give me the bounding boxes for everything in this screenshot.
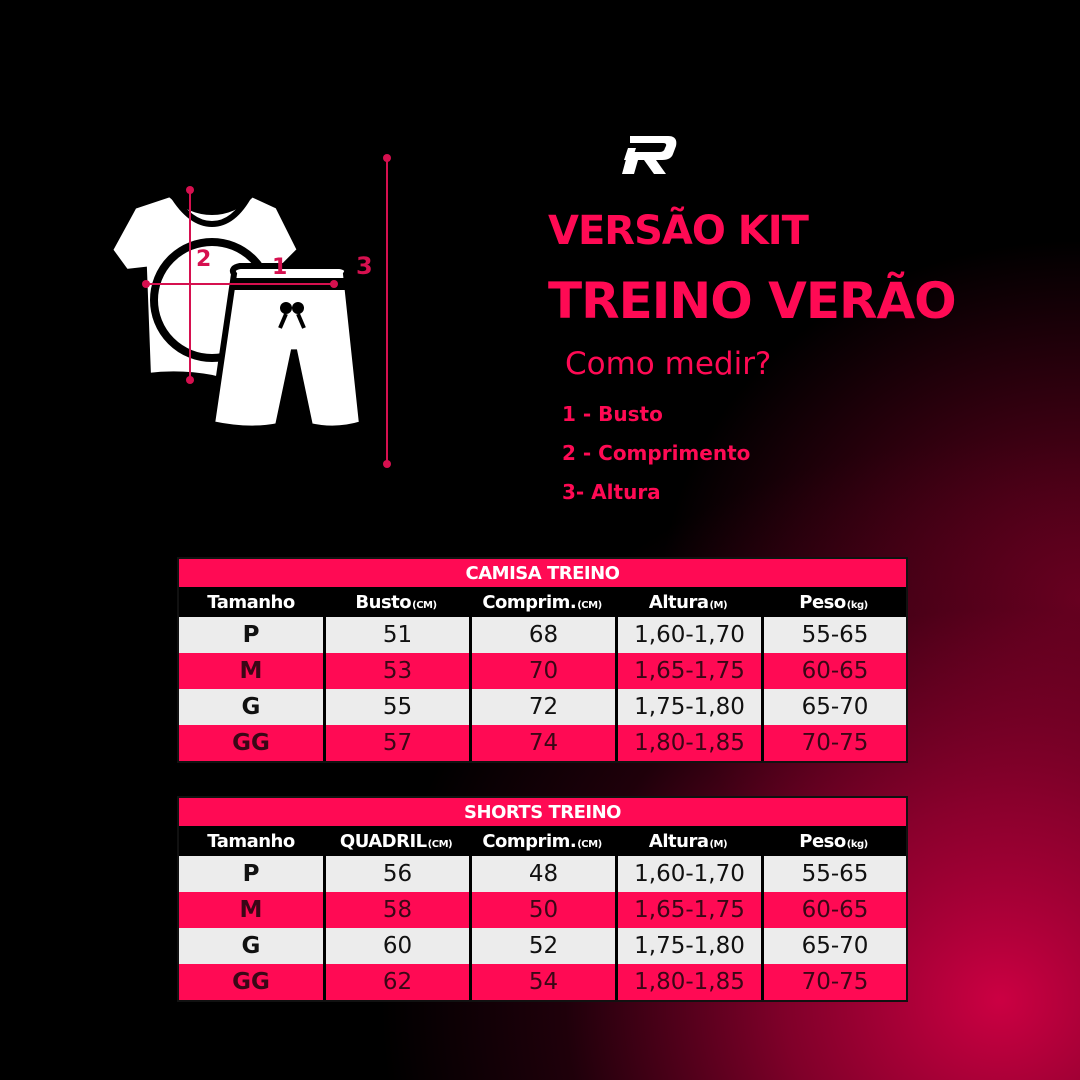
- title-line-1: VERSÃO KIT: [548, 208, 808, 254]
- table-row: P 51 68 1,60-1,70 55-65: [179, 617, 906, 653]
- table-row: G 55 72 1,75-1,80 65-70: [179, 689, 906, 725]
- table-row: M 53 70 1,65-1,75 60-65: [179, 653, 906, 689]
- camisa-size-table: [177, 557, 908, 763]
- table-row: GG 62 54 1,80-1,85 70-75: [179, 964, 906, 1000]
- column-header: Tamanho: [207, 830, 295, 852]
- table-header-row: [179, 826, 906, 856]
- step-2: 2 - Comprimento: [562, 441, 751, 465]
- column-header: Comprim. (CM): [482, 591, 602, 613]
- shorts-size-table: [177, 796, 908, 1002]
- brand-logo-icon: [616, 130, 680, 178]
- step-3: 3- Altura: [562, 480, 661, 504]
- subtitle: Como medir?: [565, 346, 772, 382]
- table-row: G 60 52 1,75-1,80 65-70: [179, 928, 906, 964]
- label-2: 2: [196, 247, 212, 272]
- measurement-illustration: [100, 150, 400, 480]
- column-header: Comprim. (CM): [482, 830, 602, 852]
- column-header: Busto (CM): [355, 591, 437, 613]
- table-header-row: [179, 587, 906, 617]
- column-header: Tamanho: [207, 591, 295, 613]
- label-3: 3: [356, 252, 373, 280]
- column-header: Peso (kg): [799, 591, 868, 613]
- title-line-2: TREINO VERÃO: [548, 272, 956, 330]
- step-1: 1 - Busto: [562, 402, 663, 426]
- column-header: Peso (kg): [799, 830, 868, 852]
- column-header: Altura (M): [648, 830, 728, 852]
- table-row: M 58 50 1,65-1,75 60-65: [179, 892, 906, 928]
- label-1: 1: [272, 255, 288, 280]
- table-title: SHORTS TREINO: [179, 798, 906, 826]
- table-row: P 56 48 1,60-1,70 55-65: [179, 856, 906, 892]
- column-header: QUADRIL (CM): [339, 830, 453, 852]
- table-row: GG 57 74 1,80-1,85 70-75: [179, 725, 906, 761]
- column-header: Altura (M): [648, 591, 728, 613]
- shorts-icon: [212, 266, 362, 429]
- table-title: CAMISA TREINO: [179, 559, 906, 587]
